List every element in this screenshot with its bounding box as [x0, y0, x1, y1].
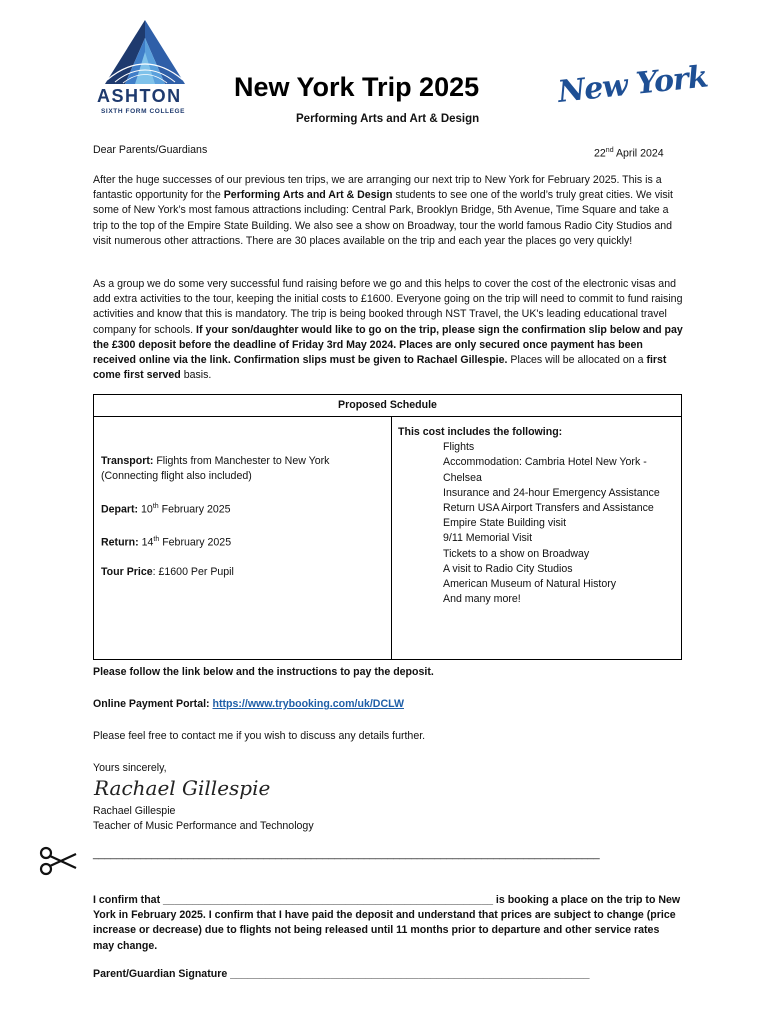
logo-name: ASHTON: [97, 86, 182, 106]
schedule-heading: Proposed Schedule: [94, 395, 682, 417]
include-item: Accommodation: Cambria Hotel New York - Chelsea: [443, 456, 647, 484]
depart-day: 10: [138, 503, 153, 516]
date-day: 22: [594, 147, 606, 160]
return-line: [101, 532, 391, 551]
page-title: New York Trip 2025: [234, 72, 480, 102]
scissors-icon: [38, 846, 78, 876]
para1-part-a: After the huge successes of our previous ten trips, we are arranging our next trip to New York for February 2025. This is a fantastic opportunity for the: [93, 174, 662, 202]
return-day: 14: [138, 536, 154, 549]
logo-subname: SIXTH FORM COLLEGE: [101, 108, 186, 115]
include-item: 9/11 Memorial Visit: [443, 532, 533, 545]
handwritten-signature: Rachael Gillespie: [94, 776, 271, 800]
return-suffix: th: [153, 536, 160, 544]
para2-part-b: If your son/daughter would like to go on the trip, please sign the confirmation slip below and pay the £300 deposit before the deadline of Friday 3rd May 2024. Places are only secured once payment has been received online via the link. Confirmation slips must be given to Rachael Gillespie.: [93, 323, 683, 367]
yours-sincerely: Yours sincerely,: [93, 762, 167, 774]
transport-line: [101, 454, 371, 484]
include-item: Empire State Building visit: [443, 517, 567, 530]
logo-emblem-icon: [95, 18, 195, 86]
para2-part-a: As a group we do some very successful fund raising before we go and this helps to cover the cost of the electronic visas and add extra activities to the tour, keeping the initial costs to £1600. Everyone going on the trip will need to commit to fund raising activities and know that this is mandatory. The trip is being booked through NST Travel, the UK's leading educational travel company for schools.: [93, 278, 683, 336]
depart-suffix: th: [152, 503, 159, 511]
schedule-details-cell: [94, 417, 392, 660]
includes-heading: This cost includes the following:: [398, 426, 563, 438]
depart-line: [101, 499, 391, 518]
schedule-table: [93, 394, 682, 660]
schedule-includes-cell: [392, 417, 682, 660]
price-label: Tour Price: [101, 565, 153, 578]
confirmation-statement: I confirm that ________________________________________________________ is booking a place on the trip to New York in February 2025. I confirm that I have paid the deposit and understand that prices are subject to change (price increase or decrease) due to flights not being released until 11 months prior to departure and other service rates may change.: [93, 894, 681, 952]
letter-date: [594, 143, 664, 162]
depart-label: Depart:: [101, 503, 139, 516]
transport-label: Transport:: [101, 454, 154, 467]
return-label: Return:: [101, 536, 139, 549]
date-suffix: nd: [605, 147, 614, 154]
include-item: Return USA Airport Transfers and Assistance: [443, 502, 654, 515]
signer-name: Rachael Gillespie: [93, 805, 176, 817]
depart-rest: February 2025: [158, 503, 231, 516]
price-line: [101, 565, 391, 580]
para2-part-e: basis.: [180, 369, 212, 382]
para2-part-c: Places will be allocated on a: [507, 354, 647, 367]
para2-part-d: first come first served: [93, 354, 667, 382]
include-item: A visit to Radio City Studios: [443, 562, 573, 575]
college-logo: [95, 18, 195, 118]
paragraph-intro: [93, 173, 683, 249]
include-item: Tickets to a show on Broadway: [443, 547, 590, 560]
cut-line: ______________________________________________________________________________________: [93, 848, 600, 860]
follow-instruction: Please follow the link below and the instructions to pay the deposit.: [93, 666, 434, 678]
paragraph-fundraising: [93, 277, 683, 383]
para1-part-b: Performing Arts and Art & Design: [223, 189, 393, 202]
include-item: And many more!: [443, 593, 521, 606]
date-rest: April 2024: [613, 147, 664, 160]
guardian-signature-line: Parent/Guardian Signature _____________________________________________________________: [93, 968, 590, 980]
signer-role: Teacher of Music Performance and Technology: [93, 820, 314, 832]
return-rest: February 2025: [159, 536, 232, 549]
payment-portal-line: [93, 697, 404, 712]
includes-list: [398, 440, 679, 607]
portal-label: Online Payment Portal:: [93, 698, 213, 710]
price-value: : £1600 Per Pupil: [152, 565, 234, 578]
include-item: American Museum of Natural History: [443, 578, 617, 591]
payment-portal-link[interactable]: https://www.trybooking.com/uk/DCLW: [212, 698, 404, 710]
new-york-brand: [556, 59, 710, 110]
page-subtitle: Performing Arts and Art & Design: [296, 113, 480, 125]
include-item: Insurance and 24-hour Emergency Assistance: [443, 486, 660, 499]
new-york-brand-text: New York: [556, 59, 710, 110]
contact-note: Please feel free to contact me if you wish to discuss any details further.: [93, 730, 426, 742]
salutation: Dear Parents/Guardians: [93, 144, 208, 156]
include-item: Flights: [443, 441, 475, 454]
transport-value: Flights from Manchester to New York (Connecting flight also included): [101, 454, 330, 483]
para1-part-c: students to see one of the world’s truly great cities. We visit some of New York’s most famous attractions including: Central Park, Brooklyn Bridge, 5th Avenue, Time Square and take a trip to the top of the Empire State Building. We also see a show on Broadway, tour the world famous Radio City Studios and visit numerous other attractions. There are 30 places available on the trip and each year the places go very quickly!: [93, 189, 673, 247]
